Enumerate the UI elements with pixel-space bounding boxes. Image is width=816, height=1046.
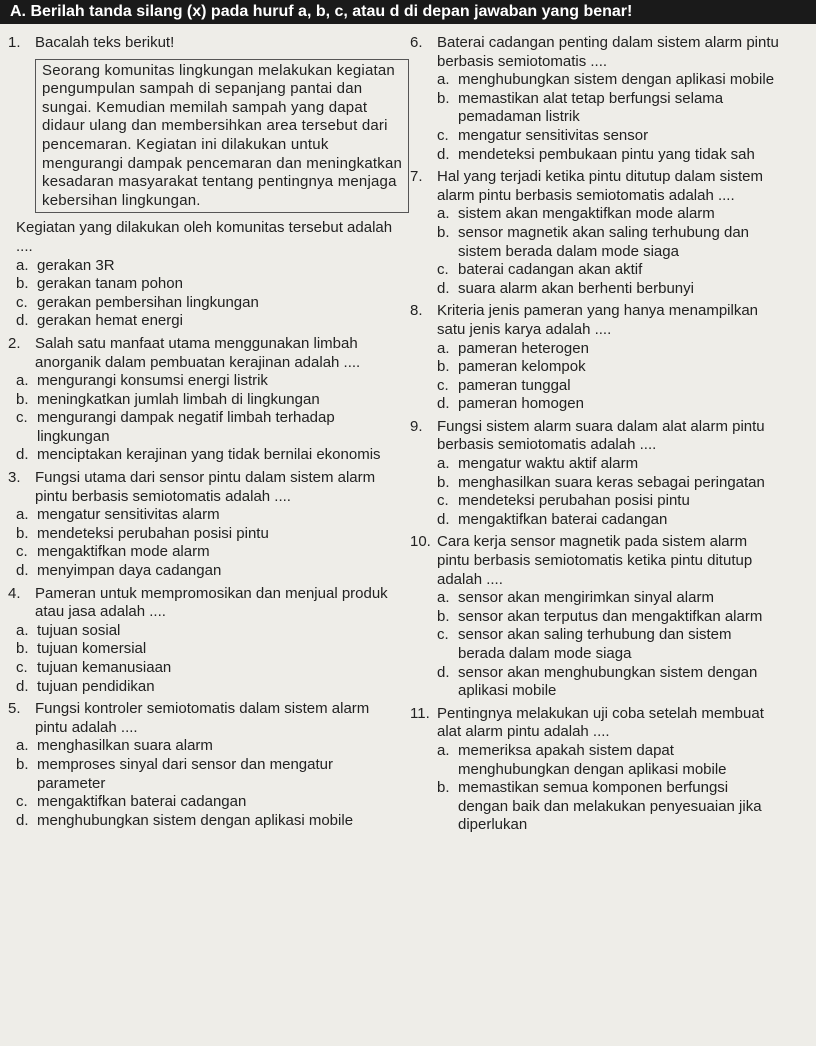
question-text: Pentingnya melakukan uji coba setelah membuat alat alarm pintu adalah .... <box>437 704 764 741</box>
option-c[interactable]: c. tujuan kemanusiaan <box>16 659 172 676</box>
question-number: 4. <box>8 584 21 602</box>
option-d[interactable]: d. pameran homogen <box>437 395 584 413</box>
reading-passage: Seorang komunitas lingkungan melakukan kegiatan pengumpulan sampah di sepanjang pantai dan sungai. Kemudian memilah sampah yang dapat didaur ulang dan membersihkan area tersebut dari pencemaran. Kegiatan ini dilakukan untuk mengurangi dampak pencemaran dan meningkatkan kesadaran masyarakat tentang pentingnya menjaga kebersihan lingkungan. <box>35 59 409 214</box>
option-c[interactable]: c. mengaktifkan baterai cadangan <box>16 793 247 811</box>
left-column <box>8 34 403 830</box>
option-d[interactable]: d. menciptakan kerajinan yang tidak bernilai ekonomis <box>16 446 381 464</box>
option-b[interactable]: b. memastikan alat tetap berfungsi selama pemadaman listrik <box>437 89 724 126</box>
question-9 <box>410 418 780 530</box>
option-b[interactable]: b. sensor akan terputus dan mengaktifkan alarm <box>437 607 763 625</box>
option-c[interactable]: c. mengatur sensitivitas sensor <box>437 126 649 144</box>
option-a[interactable]: a. gerakan 3R <box>16 256 115 274</box>
right-column <box>410 34 780 835</box>
option-c[interactable]: c. mendeteksi perubahan posisi pintu <box>437 492 690 510</box>
section-title: A. Berilah tanda silang (x) pada huruf a, b, c, atau d di depan jawaban yang benar! <box>10 3 633 20</box>
question-10 <box>410 533 780 700</box>
option-b[interactable]: b. pameran kelompok <box>437 358 586 376</box>
question-text: Pameran untuk mempromosikan dan menjual produk atau jasa adalah .... <box>35 584 388 621</box>
question-3 <box>8 469 396 506</box>
option-d[interactable]: d. menghubungkan sistem dengan aplikasi mobile <box>16 811 354 829</box>
question-number: 11. <box>410 704 430 722</box>
question-number: 1. <box>8 34 21 51</box>
option-b[interactable]: b. memastikan semua komponen berfungsi dengan baik dan melakukan penyesuaian jika diperlukan <box>437 779 762 834</box>
option-d[interactable]: d. tujuan pendidikan <box>16 677 155 695</box>
option-b[interactable]: b. meningkatkan jumlah limbah di lingkungan <box>16 390 320 408</box>
question-11 <box>410 705 780 835</box>
option-c[interactable]: c. mengurangi dampak negatif limbah terhadap lingkungan <box>16 409 335 445</box>
option-b[interactable]: b. sensor magnetik akan saling terhubung dan sistem berada dalam mode siaga <box>437 223 750 260</box>
option-a[interactable]: a. menghubungkan sistem dengan aplikasi mobile <box>437 71 775 89</box>
question-4 <box>8 585 396 622</box>
question-text: Fungsi kontroler semiotomatis dalam sistem alarm pintu adalah .... <box>35 700 370 736</box>
option-d[interactable]: d. mengaktifkan baterai cadangan <box>437 510 668 528</box>
question-text: Cara kerja sensor magnetik pada sistem alarm pintu berbasis semiotomatis ketika pintu ditutup adalah .... <box>437 533 753 588</box>
question-8 <box>410 302 780 414</box>
option-b[interactable]: b. gerakan tanam pohon <box>16 275 183 293</box>
section-header <box>0 0 816 24</box>
question-intro: Bacalah teks berikut! <box>35 34 175 51</box>
question-7 <box>410 168 780 298</box>
option-a[interactable]: a. mengatur waktu aktif alarm <box>437 455 639 473</box>
question-number: 3. <box>8 469 21 487</box>
question-text: Fungsi sistem alarm suara dalam alat alarm pintu berbasis semiotomatis adalah .... <box>437 417 765 454</box>
option-c[interactable]: c. mengaktifkan mode alarm <box>16 543 210 561</box>
question-2 <box>8 335 396 372</box>
option-b[interactable]: b. menghasilkan suara keras sebagai peringatan <box>437 473 765 491</box>
option-a[interactable]: a. sistem akan mengaktifkan mode alarm <box>437 205 715 223</box>
question-number: 10. <box>410 533 431 551</box>
question-text: Hal yang terjadi ketika pintu ditutup dalam sistem alarm pintu berbasis semiotomatis adalah .... <box>437 168 764 204</box>
option-c[interactable]: c. baterai cadangan akan aktif <box>437 261 643 279</box>
option-a[interactable]: a. memeriksa apakah sistem dapat menghubungkan dengan aplikasi mobile <box>437 741 727 778</box>
option-d[interactable]: d. menyimpan daya cadangan <box>16 562 222 580</box>
option-d[interactable]: d. gerakan hemat energi <box>16 312 183 330</box>
question-text: Fungsi utama dari sensor pintu dalam sistem alarm pintu berbasis semiotomatis adalah .... <box>35 469 376 505</box>
option-b[interactable]: b. tujuan komersial <box>16 640 147 658</box>
option-d[interactable]: d. suara alarm akan berhenti berbunyi <box>437 279 694 297</box>
option-c[interactable]: c. sensor akan saling terhubung dan sistem berada dalam mode siaga <box>437 626 732 662</box>
question-text: Kriteria jenis pameran yang hanya menampilkan satu jenis karya adalah .... <box>437 302 759 338</box>
question-number: 9. <box>410 417 423 435</box>
option-a[interactable]: a. tujuan sosial <box>16 621 121 639</box>
question-number: 7. <box>410 168 423 186</box>
question-number: 6. <box>410 34 423 51</box>
option-b[interactable]: b. memproses sinyal dari sensor dan mengatur parameter <box>16 755 333 792</box>
option-c[interactable]: c. gerakan pembersihan lingkungan <box>16 293 259 311</box>
question-text: Kegiatan yang dilakukan oleh komunitas tersebut adalah .... <box>16 219 393 255</box>
option-d[interactable]: d. sensor akan menghubungkan sistem dengan aplikasi mobile <box>437 663 758 700</box>
question-6 <box>410 34 780 164</box>
question-5 <box>8 700 396 737</box>
option-a[interactable]: a. pameran heterogen <box>437 339 589 357</box>
option-d[interactable]: d. mendeteksi pembukaan pintu yang tidak sah <box>437 145 755 163</box>
option-a[interactable]: a. sensor akan mengirimkan sinyal alarm <box>437 589 714 607</box>
question-text: Baterai cadangan penting dalam sistem alarm pintu berbasis semiotomatis .... <box>437 34 779 70</box>
question-text: Salah satu manfaat utama menggunakan limbah anorganik dalam pembuatan kerajinan adalah .... <box>35 334 361 371</box>
option-b[interactable]: b. mendeteksi perubahan posisi pintu <box>16 524 269 542</box>
question-number: 5. <box>8 700 21 718</box>
option-a[interactable]: a. mengurangi konsumsi energi listrik <box>16 372 268 390</box>
option-a[interactable]: a. menghasilkan suara alarm <box>16 737 213 755</box>
question-1 <box>8 34 396 53</box>
question-number: 2. <box>8 334 21 352</box>
option-c[interactable]: c. pameran tunggal <box>437 376 571 394</box>
question-number: 8. <box>410 302 423 320</box>
option-a[interactable]: a. mengatur sensitivitas alarm <box>16 506 220 524</box>
